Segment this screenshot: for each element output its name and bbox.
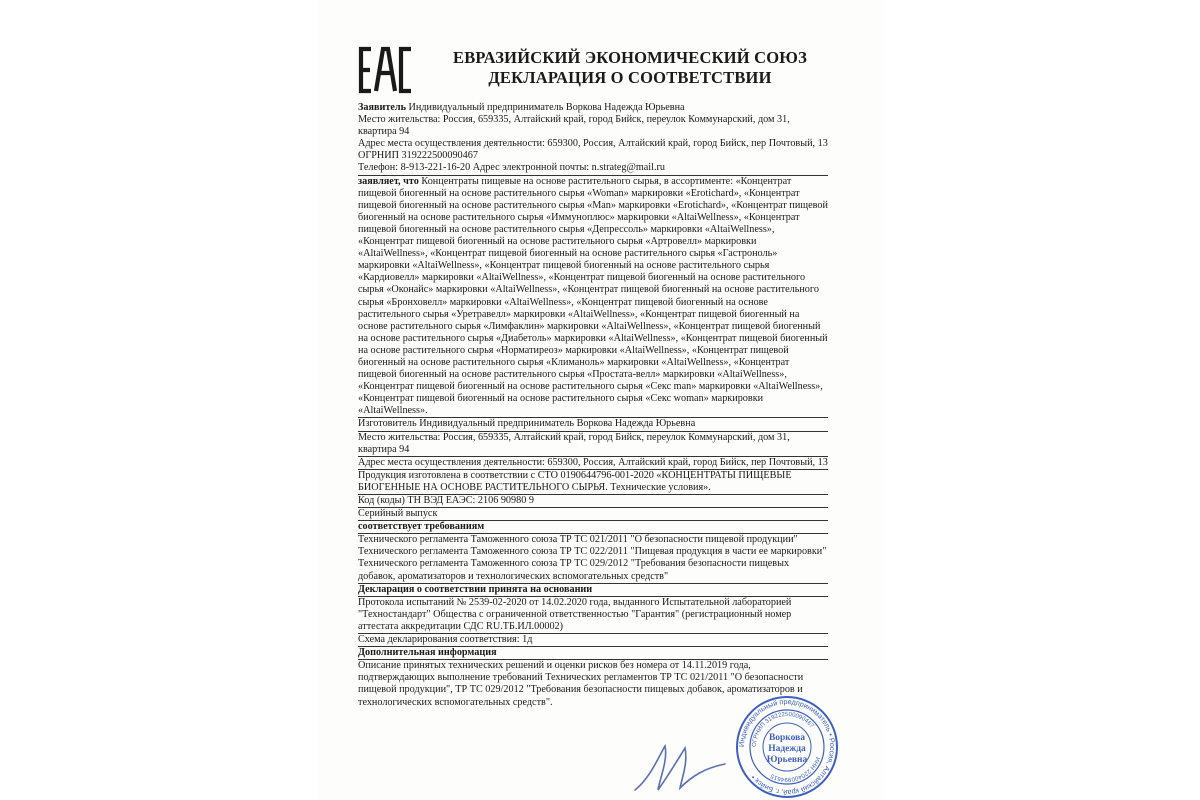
basis-label: Декларация о соответствии принята на основании bbox=[358, 584, 828, 597]
applicant-residence: Место жительства: Россия, 659335, Алтайский край, город Бийск, переулок Коммунарский, дом 31, квартира 94 bbox=[358, 114, 790, 138]
title-declaration: ДЕКЛАРАЦИЯ О СООТВЕТСТВИИ bbox=[488, 68, 772, 87]
requirement-item: Технического регламента Таможенного союза ТР ТС 021/2011 "О безопасности пищевой продукции" bbox=[358, 534, 798, 546]
additional-label: Дополнительная информация bbox=[358, 647, 828, 660]
seal-center-patronymic: Юрьевна bbox=[766, 755, 808, 765]
declaration-body bbox=[358, 102, 828, 709]
seal-center-name: Надежда bbox=[768, 744, 806, 754]
applicant-activity-address: Адрес места осуществления деятельности: 659300, Россия, Алтайский край, город Бийск, пер Почтовый, 13 bbox=[358, 138, 828, 150]
manufacturer-release: Серийный выпуск bbox=[358, 508, 828, 521]
requirement-item: Технического регламента Таможенного союза ТР ТС 029/2012 "Требования безопасности пищевых добавок, ароматизаторов и технологических вспомогательных средств" bbox=[358, 558, 790, 582]
declares-label: заявляет, что bbox=[358, 175, 419, 187]
applicant-contacts: Телефон: 8-913-221-16-20 Адрес электронной почты: n.strateg@mail.ru bbox=[358, 162, 666, 174]
requirements-section bbox=[358, 521, 828, 583]
declares-text: Концентраты пищевые на основе растительного сырья, в ассортименте: «Концентрат пищевой биогенный на основе растительного сырья «Woman» маркировки «Erotichard», «Концентрат пищевой биогенный на основе растительного сырья «Man» маркировки «Erotichard», «Концентрат пищевой биогенный на основе растительного сырья «Иммуноплюс» маркировки «AltaiWellness», «Концентрат пищевой биогенный на основе растительного сырья «Депрессоль» маркировки «AltaiWellness», «Концентрат пищевой биогенный на основе растительного сырья «Артровелл» маркировки «AltaiWellness», «Концентрат пищевой биогенный на основе растительного сырья «Гастроноль» маркировки «AltaiWellness», «Концентрат пищевой биогенный на основе растительного сырья «Кардиовелл» маркировки «AltaiWellness», «Концентрат пищевой биогенный на основе растительного сырья «Оконайс» маркировки «AltaiWellness», «Концентрат пищевой биогенный на основе растительного сырья «Бронховелл» маркировки «AltaiWellness», «Концентрат пищевой биогенный на основе растительного сырья «Уретравелл» маркировки «AltaiWellness», «Концентрат пищевой биогенный на основе растительного сырья «Лимфаклин» маркировки «AltaiWellness», «Концентрат пищевой биогенный на основе растительного сырья «Диабетоль» маркировки «AltaiWellness», «Концентрат пищевой биогенный на основе растительного сырья «Норматиреоз» маркировки «AltaiWellness», «Концентрат пищевой биогенный на основе растительного сырья «Климаноль» маркировки «AltaiWellness», «Концентрат пищевой биогенный на основе растительного сырья «Простата-велл» маркировки «AltaiWellness», «Концентрат пищевой биогенный на основе растительного сырья «Секс man» маркировки «AltaiWellness», «Концентрат пищевой биогенный на основе растительного сырья «Секс woman» маркировки «AltaiWellness». bbox=[358, 175, 828, 417]
manufacturer-residence: Место жительства: Россия, 659335, Алтайский край, город Бийск, переулок Коммунарский, дом 31, квартира 94 bbox=[358, 432, 828, 457]
manufacturer-hs-code: Код (коды) ТН ВЭД ЕАЭС: 2106 90980 9 bbox=[358, 495, 828, 508]
round-seal-stamp bbox=[733, 695, 841, 800]
handwritten-signature bbox=[630, 738, 740, 798]
requirements-label: соответствует требованиям bbox=[358, 521, 828, 534]
additional-text: Описание принятых технических решений и оценки рисков без номера от 14.11.2019 года, подтверждающих выполнение требований Технических регламентов ТР ТС 021/2011 "О безопасности пищевой продукции", ТР ТС 029/2012 "Требования безопасности пищевых добавок, ароматизаторов и технологических вспомогательных средств". bbox=[358, 660, 804, 708]
seal-center-surname: Воркова bbox=[768, 733, 806, 743]
document-title bbox=[440, 48, 820, 88]
applicant-ogrnip: ОГРНИП 319222500090467 bbox=[358, 150, 478, 162]
manufacturer-name: Изготовитель Индивидуальный предприниматель Воркова Надежда Юрьевна bbox=[358, 418, 828, 431]
applicant-label: Заявитель bbox=[358, 102, 406, 113]
seal-ogrnip-ring: ОГРНИП 319222500090467 bbox=[751, 711, 815, 748]
applicant-name: Индивидуальный предприниматель Воркова Надежда Юрьевна bbox=[408, 102, 685, 113]
eac-logo bbox=[358, 45, 414, 95]
manufacturer-activity-address: Адрес места осуществления деятельности: 659300, Россия, Алтайский край, город Бийск, пер Почтовый, 13 bbox=[358, 457, 828, 470]
seal-outer-text: Индивидуальный предприниматель • Россия, Алтайский край, г. Бийск • bbox=[736, 696, 838, 798]
title-union: ЕВРАЗИЙСКИЙ ЭКОНОМИЧЕСКИЙ СОЮЗ bbox=[452, 48, 807, 67]
basis-section bbox=[358, 584, 828, 647]
declares-section bbox=[358, 176, 828, 419]
basis-protocol: Протокола испытаний № 2539-02-2020 от 14.02.2020 года, выданного Испытательной лабораторией "Техностандарт" Общества с ограниченной ответственностью "Гарантия" (регистрационный номер аттестата аккредитации СДС RU.ТБ.ИЛ.00002) bbox=[358, 597, 828, 634]
requirement-item: Технического регламента Таможенного союза ТР ТС 022/2011 "Пищевая продукция в части ее маркировки" bbox=[358, 546, 827, 558]
manufacturer-section bbox=[358, 418, 828, 521]
manufacturer-standard: Продукция изготовлена в соответствии с СТО 0190644796-001-2020 «КОНЦЕНТРАТЫ ПИЩЕВЫЕ БИОГЕННЫЕ НА ОСНОВЕ РАСТИТЕЛЬНОГО СЫРЬЯ. Технические условия». bbox=[358, 470, 828, 495]
applicant-section bbox=[358, 102, 828, 176]
seal-inn-ring: ИНН 220400994615 bbox=[769, 755, 821, 783]
basis-scheme: Схема декларирования соответствия: 1д bbox=[358, 634, 533, 646]
